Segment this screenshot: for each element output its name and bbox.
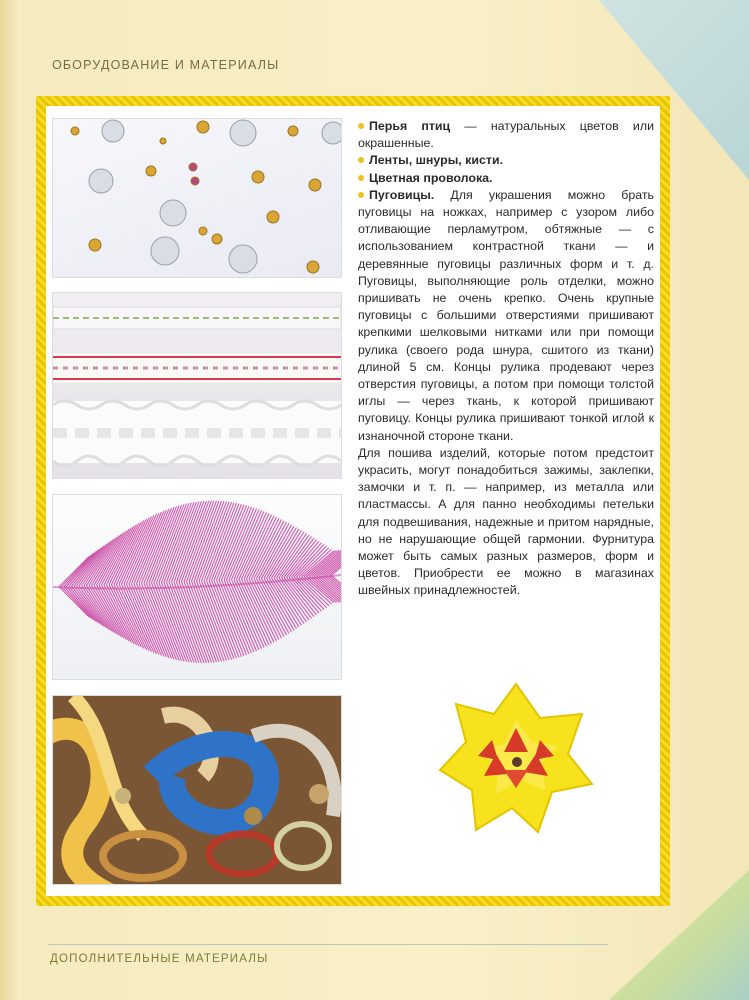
item-title: Пуговицы. [369,187,435,202]
feather-barb [159,503,189,582]
gold-bead [189,163,197,171]
bullet-icon [358,123,364,129]
feather-barb [157,504,187,583]
feather-photo [52,494,342,680]
feather-barb [154,504,184,582]
feather-barb [319,576,341,602]
footer-divider [48,944,608,945]
gold-bead [307,261,319,273]
feather-illustration [53,495,341,679]
body-paragraph: Для пошива изделий, которые потом предстоит украсить, могут понадобиться зажимы, заклепки, замочки и т. п. — например, из металла или пластмассы. А для панно необходимы петельки для подвешивания, надежные и притом нарядные, но не нарушающие общей гармонии. Фурнитура может быть самых разных размеров, форм и цветов. Приобрести ее можно в магазинах швейных принадлежностей. [358,445,654,598]
gold-bead [212,234,222,244]
list-item [358,152,654,169]
ribbons-illustration [53,293,341,478]
gold-bead [191,177,199,185]
gold-bead [197,121,209,133]
silver-button [89,169,113,193]
gold-bead [89,239,101,251]
origami-flower-image [436,680,596,840]
list-item [358,170,654,187]
ribbons-photo [52,292,342,479]
gold-bead [252,171,264,183]
section-header: ОБОРУДОВАНИЕ И МАТЕРИАЛЫ [52,58,280,72]
cords-photo [52,695,342,885]
item-body: — натуральных цветов или окрашенные. [358,119,654,151]
gold-bead [71,127,79,135]
list-item [358,118,654,152]
silver-button [230,120,256,146]
silver-button [160,200,186,226]
feather-barb [162,503,192,583]
buttons-photo [52,118,342,278]
item-body: Для украшения можно брать пуговицы на ножках, например с узором либо отливающие перламутром, обтяжные — с использованием контрастной ткани — и деревянные пуговицы различных форм и т. д. Пуговицы, выполняющие роль отделки, можно пришивать не очень крепко. Очень крупные пуговицы с большими отверстиями пришивают крепкими шелковыми нитками или при помощи рулика (своего рода шнура, сшитого из ткани) длиной 5 см. Концы рулика продевают через отверстия пуговицы, а потом при помощи толстой иглы — через ткань, к которой пришивают пуговицу. Концы рулика пришивают тонкой иглой к изнаночной стороне ткани. [358,187,654,443]
silver-button [102,120,124,142]
gold-bead [146,166,156,176]
text-column [358,118,654,600]
gold-bead [288,126,298,136]
bullet-icon [358,175,364,181]
item-title: Цветная проволока. [369,170,493,185]
silver-button [322,122,341,144]
gold-bead [309,179,321,191]
silver-button [229,245,257,273]
gold-bead [267,211,279,223]
bullet-icon [358,157,364,163]
cords-illustration [53,696,341,884]
item-title: Перья птиц [369,119,451,133]
silver-button [151,237,179,265]
bullet-icon [358,192,364,198]
chapter-footer: ДОПОЛНИТЕЛЬНЫЕ МАТЕРИАЛЫ [50,953,269,965]
gold-bead [160,138,166,144]
list-item [358,187,654,445]
gold-bead [199,227,207,235]
beads-illustration [53,119,341,277]
item-title: Ленты, шнуры, кисти. [369,153,504,168]
